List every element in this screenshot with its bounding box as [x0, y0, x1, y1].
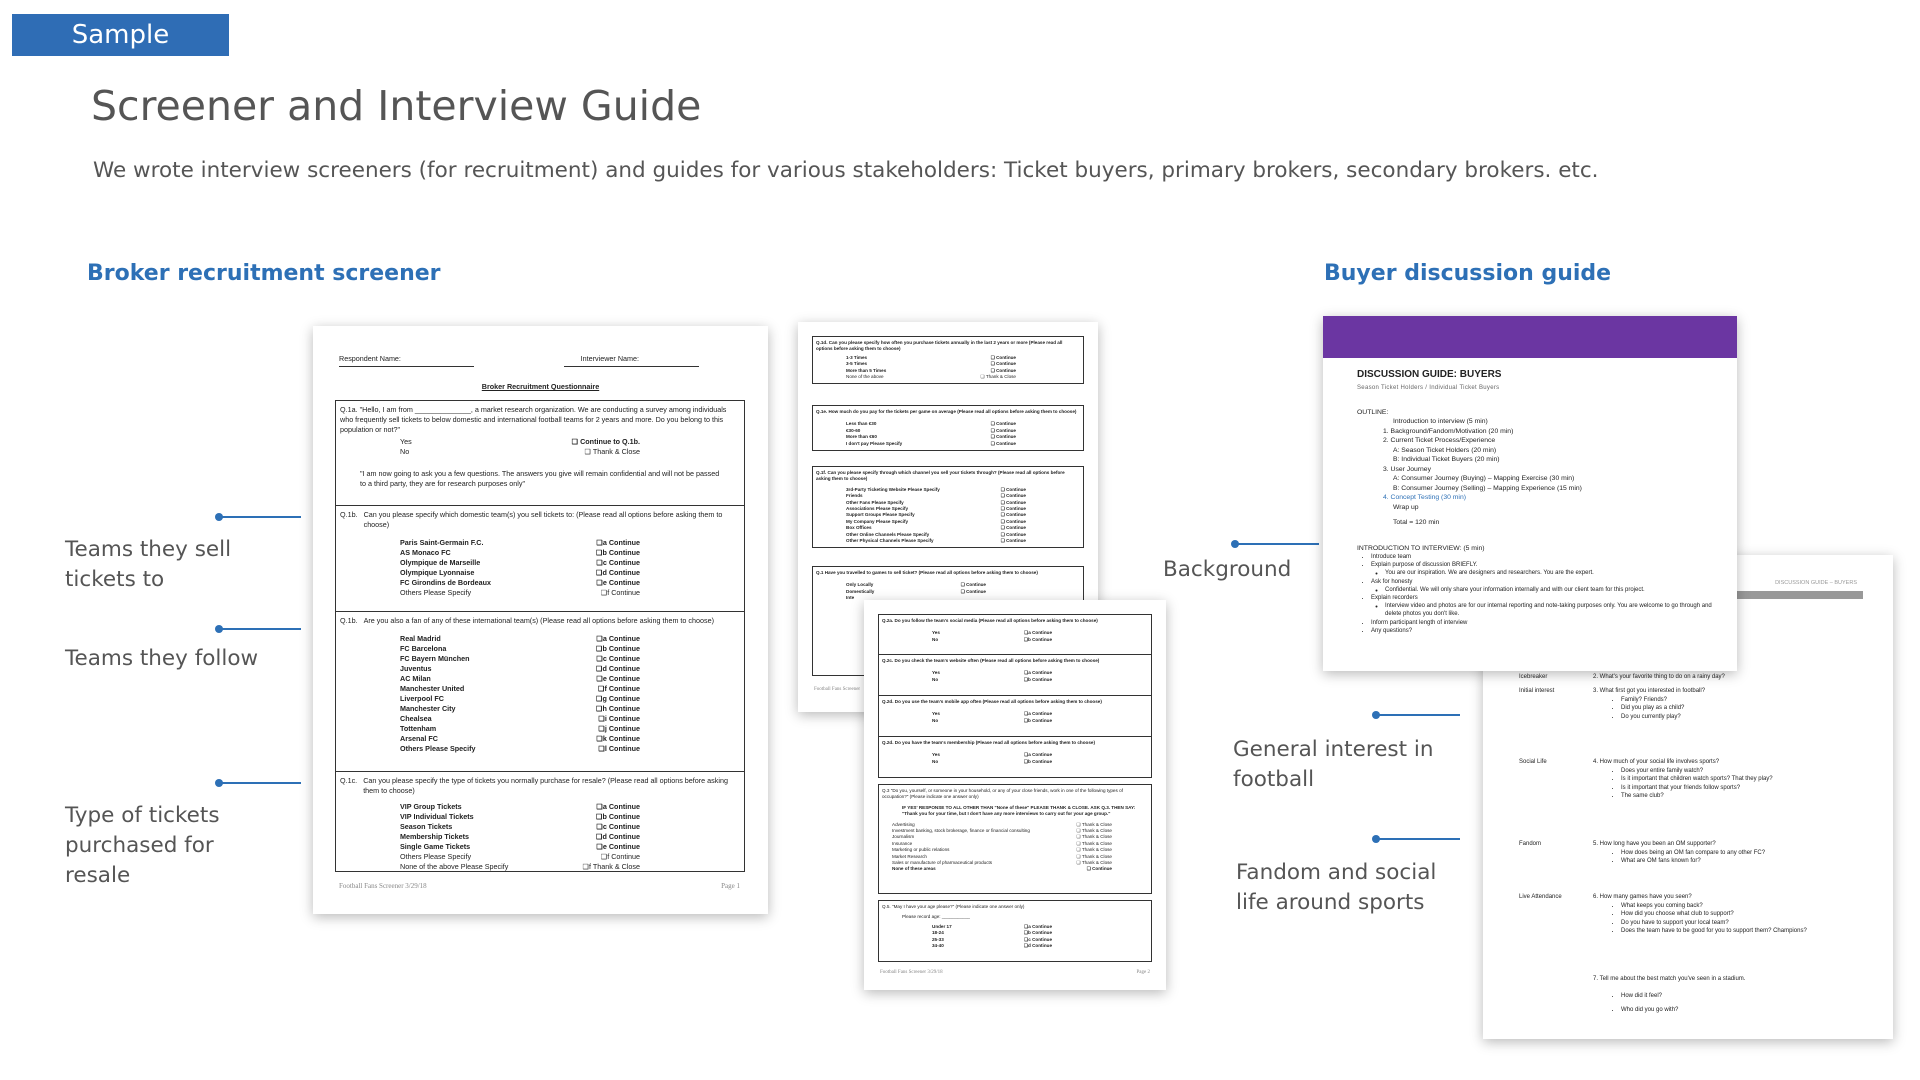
option-label: Liverpool FC	[400, 694, 444, 703]
intro-item: • Explain recorders	[1371, 594, 1721, 602]
guide-label: Social Life	[1519, 759, 1547, 765]
option-label: No	[932, 676, 939, 682]
callout-teams-sell: Teams they sell tickets to	[65, 537, 232, 592]
guide-page-1	[1323, 316, 1737, 671]
q-number: Q.5.	[882, 904, 891, 909]
option-label: 3rd-Party Ticketing Website Please Specify	[846, 486, 940, 492]
option-action: ❑k Continue	[596, 734, 640, 743]
option-label: Yes	[400, 437, 412, 446]
option-label: Real Madrid	[400, 634, 441, 643]
option-action: ❑j Continue	[598, 724, 640, 733]
guide-subquestion: • Is it important that children watch sports? That they play?	[1621, 775, 1773, 784]
option-label: Others Please Specify	[400, 744, 476, 753]
option-label: Arsenal FC	[400, 734, 438, 743]
intro-label: INTRODUCTION TO INTERVIEW: (5 min)	[1357, 545, 1485, 552]
option-action: ❑a Continue	[596, 634, 640, 643]
option-label: None of the above Please Specify	[400, 862, 509, 871]
outline-item: B: Individual Ticket Buyers (20 min)	[1393, 456, 1500, 463]
q-number: Q.1e.	[816, 409, 828, 414]
option-action: ❑b Continue	[596, 548, 640, 557]
respondent-row	[339, 354, 749, 367]
q-text: Do you follow the team's social media (Please read all options before asking them to choose)	[894, 618, 1098, 623]
guide-subquestion: • Is it important that your friends follow sports?	[1621, 784, 1773, 793]
q-text: Do you check the team's website often (Please read all options before asking them to choose)	[894, 658, 1100, 663]
option-action: ❑f Continue	[598, 684, 640, 693]
option-label: Marketing or public relations	[892, 847, 950, 853]
guide-label: Initial interest	[1519, 688, 1555, 694]
guide-subquestion: • What keeps you coming back?	[1621, 902, 1807, 911]
q2a-block: Q.2a. Do you follow the team's social media (Please read all options before asking them to choose) Yes ❑a Continue No ❑b Continue	[878, 614, 1152, 655]
page-footer-left: Football Fans Screener	[814, 687, 861, 692]
option-action: ❑f Continue	[600, 588, 640, 597]
outline-item: Introduction to interview (5 min)	[1393, 418, 1488, 425]
option-label: FC Barcelona	[400, 644, 447, 653]
q-number: Q.1b.	[340, 510, 358, 519]
q5-block: Q.5. "May I have your age please?" (Please indicate one answer only) Please record age: ___________ Under 17 ❑a Continue 18-24 ❑b Continue 25-33 ❑c Continue 34-40 ❑d Continue	[878, 900, 1152, 962]
option-action: ❑c Continue	[596, 654, 640, 663]
q2d-block: Q.2d. Do you use the team's mobile app often (Please read all options before asking them to choose) Yes ❑a Continue No ❑b Continue	[878, 696, 1152, 737]
q-number: Q.1d.	[816, 340, 828, 345]
guide-question-block	[1593, 840, 1765, 866]
screener-page-3	[864, 600, 1166, 990]
guide-subquestion: • Does the team have to be good for you to support them? Champions?	[1621, 927, 1807, 936]
q-note: IF YES' RESPONSE TO ALL OTHER THAN "None of these" PLEASE THANK & CLOSE. ASK Q.3. THEN SAY: "Thank you for your time, but I don't have any more interviews to carry out for your age group."	[902, 804, 1136, 817]
guide-subquestion: • Who did you go with?	[1621, 1006, 1745, 1015]
q1b-block	[335, 506, 745, 612]
option-action: ❑g Continue	[596, 694, 640, 703]
guide-question: 2. What's your favorite thing to do on a rainy day?	[1593, 674, 1725, 680]
option-action: ❑b Continue	[596, 644, 640, 653]
option-label: Other Online Channels Please Specify	[846, 531, 930, 537]
callout-line	[1376, 838, 1460, 840]
q-text: "May I have your age please?" (Please indicate one answer only)	[891, 904, 1025, 909]
q-text: Can you please specify how often you purchase tickets annually in the last 2 years or more (Please read all options before asking them to choose)	[816, 340, 1063, 352]
option-label: Market Research	[892, 853, 927, 859]
guide-question-block	[1593, 975, 1745, 1015]
option-action: ❑l Continue	[598, 744, 640, 753]
option-label: Manchester City	[400, 704, 456, 713]
option-label: Manchester United	[400, 684, 465, 693]
option-label: Tottenham	[400, 724, 437, 733]
guide-label: Icebreaker	[1519, 674, 1548, 680]
outline-item: A: Consumer Journey (Buying) – Mapping Exercise (30 min)	[1393, 475, 1575, 482]
option-label: €30-60	[846, 427, 861, 433]
option-action: ❑e Continue	[596, 842, 640, 851]
option-label: Olympique de Marseille	[400, 558, 481, 567]
guide-subquestion: • Family? Friends?	[1621, 696, 1705, 705]
callout-line	[219, 628, 301, 630]
intro-item: • Any questions?	[1371, 627, 1721, 635]
option-label: 34-40	[932, 943, 944, 949]
guide-subquestion: • How did you choose what club to support?	[1621, 910, 1807, 919]
option-label: Others Please Specify	[400, 852, 472, 861]
option-action: ❑a Continue	[596, 538, 640, 547]
q-record: Please record age: ___________	[902, 914, 970, 920]
option-label: No	[400, 447, 410, 456]
option-label: Paris Saint-Germain F.C.	[400, 538, 484, 547]
option-label: Olympique Lyonnaise	[400, 568, 475, 577]
option-label: Less than €30	[846, 421, 877, 427]
q-number: Q.1	[816, 570, 824, 575]
option-action: ❑f Thank & Close	[582, 862, 640, 871]
q-text: Do you have the team's membership (Please read all options before asking them to choose)	[894, 740, 1095, 745]
outline-item: 3. User Journey	[1383, 465, 1431, 473]
option-action: ❑c Continue	[596, 822, 640, 831]
page-footer-right: Page 2	[1136, 970, 1150, 975]
option-label: Box Offices	[846, 525, 872, 531]
screener-page-1	[313, 326, 768, 914]
intro-item: ◦ You are our inspiration. We are designers and researchers. You are the expert.	[1385, 569, 1721, 577]
outline-list	[1383, 417, 1582, 512]
option-action: ❑ Continue to Q.1b.	[571, 437, 640, 446]
guide-question: 6. How many games have you seen?	[1593, 894, 1692, 900]
q1c-block	[335, 772, 745, 872]
q1g-block: Q.1 Have you travelled to games to sell ticket? (Please read all options before asking them to choose) Only Locally ❑ Continue Domestically ❑ Continue Inte	[812, 566, 1084, 676]
option-label: Under 17	[932, 923, 952, 929]
option-label: Single Game Tickets	[400, 842, 471, 851]
q-text: "Do you, yourself, or someone in your household, or any of your close friends, work in one of the following types of occupation?" (Please indicate one answer only)	[882, 788, 1123, 800]
option-label: FC Girondins de Bordeaux	[400, 578, 492, 587]
option-label: 25-33	[932, 936, 944, 942]
option-label: Others Please Specify	[400, 588, 472, 597]
guide-question-block	[1593, 893, 1807, 936]
option-action: ❑h Continue	[596, 704, 640, 713]
callout-general-interest: General interest in football	[1233, 737, 1434, 792]
option-label: None of these areas	[892, 866, 936, 872]
outline-item: 1. Background/Fandom/Motivation (20 min)	[1383, 427, 1514, 435]
intro-item: • Explain purpose of discussion BRIEFLY.	[1371, 561, 1721, 569]
q3-block	[878, 784, 1152, 894]
guide-title: DISCUSSION GUIDE: BUYERS	[1357, 369, 1502, 380]
guide-subtitle: Season Ticket Holders / Individual Ticket Buyers	[1357, 385, 1500, 391]
option-action: ❑ Thank & Close	[584, 447, 640, 456]
guide-subquestion: • Do you have to support your local team?	[1621, 919, 1807, 928]
option-label: 18-24	[932, 930, 944, 936]
option-label: Domestically	[846, 588, 875, 594]
option-label: AC Milan	[400, 674, 431, 683]
callout-line	[1376, 714, 1460, 716]
guide-question: 7. Tell me about the best match you've seen in a stadium.	[1593, 976, 1746, 982]
callout-line	[219, 516, 301, 518]
option-label: Inte	[846, 595, 855, 601]
page-footer-left: Football Fans Screener 3/29/18	[339, 882, 427, 890]
option-label: AS Monaco FC	[400, 548, 451, 557]
option-label: Friends	[846, 493, 863, 499]
option-action: ❑d Continue	[596, 568, 640, 577]
option-label: Associations Please Specify	[846, 506, 909, 512]
outline-item: B: Consumer Journey (Selling) – Mapping Experience (15 min)	[1393, 484, 1582, 492]
option-label: No	[932, 758, 939, 764]
q1f-block: Q.1f. Can you please specify through which channel you sell your tickets through? (Please read all options before asking them to choose) 3rd-Party Ticketing Website Please Specify ❑ Continue Friends ❑ Continue Other Fans Please Specify ❑ Continue Associations Please Specify ❑ Continue Support Groups Please Specify ❑ Continue My Company Please Specify ❑ Continue Box Offices ❑ Continue Other Online Channels Please Specify ❑ Continue Other Physical Channels Please Specify ❑ Continue	[812, 466, 1084, 548]
option-label: Insurance	[892, 840, 913, 846]
q1b2-options	[400, 634, 640, 754]
option-label: Membership Tickets	[400, 832, 469, 841]
q3-options: Advertising ❑ Thank & Close Investment banking, stock brokerage, finance or financial consulting ❑ Thank & Close Journalism ❑ Thank & Close Insurance ❑ Thank & Close Marketing or public relations ❑ Thank & Close Market Research ❑ Thank & Close Sales or manufacture of pharmaceutical products ❑ Thank & Close None of these areas ❑ Continue	[892, 821, 1112, 872]
option-label: Only Locally	[846, 582, 874, 588]
option-action: ❑f Continue	[600, 852, 640, 861]
guide-label: Live Attendance	[1519, 894, 1562, 900]
option-label: My Company Please Specify	[846, 518, 909, 524]
broker-screener-heading: Broker recruitment screener	[87, 261, 441, 286]
guide-question: 3. What first got you interested in football?	[1593, 688, 1706, 694]
guide-subquestion: • How does being an OM fan compare to any other FC?	[1621, 849, 1765, 858]
option-label: Yes	[932, 630, 940, 636]
intro-item: ◦ Confidential. We will only share your information internally and with our client team for this project.	[1385, 586, 1721, 594]
option-label: VIP Group Tickets	[400, 802, 462, 811]
q-number: Q.2d.	[882, 740, 894, 745]
guide-question-block	[1593, 758, 1773, 801]
q1d-block: Q.1d. Can you please specify how often you purchase tickets annually in the last 2 years or more (Please read all options before asking them to choose) 1-3 Times ❑ Continue 3-5 Times ❑ Continue More than 5 Times ❑ Continue None of the above ❑ Thank & Close	[812, 336, 1084, 384]
q-text: Can you please specify through which channel you sell your tickets through? (Please read all options before asking them to choose)	[816, 470, 1065, 482]
outline-item: Wrap up	[1393, 503, 1419, 511]
callout-ticket-types: Type of tickets purchased for resale	[65, 803, 220, 888]
q-number: Q.3	[882, 788, 890, 793]
option-action: ❑d Continue	[596, 664, 640, 673]
intro-item: • Inform participant length of interview	[1371, 619, 1721, 627]
guide-subquestion: • How did it feel?	[1621, 992, 1745, 1001]
q1b2-block	[335, 612, 745, 772]
option-action: ❑e Continue	[596, 578, 640, 587]
q-number: Q.2c.	[882, 658, 894, 663]
option-label: Advertising	[892, 821, 915, 827]
option-label: More than 5 Times	[846, 367, 887, 373]
option-label: Yes	[932, 752, 940, 758]
guide-question: 5. How long have you been an OM supporter?	[1593, 841, 1716, 847]
q-number: Q.1b.	[340, 616, 358, 625]
option-action: ❑d Continue	[596, 832, 640, 841]
q-text: "Hello, I am from ______________, a market research organization. We are conducting a survey among individuals who frequently sell tickets to below domestic and international football teams for 2 years and more. Do you belong to this population or not?"	[340, 405, 727, 434]
outline-item: 4. Concept Testing (30 min)	[1383, 494, 1466, 501]
guide-subquestion: • The same club?	[1621, 792, 1773, 801]
callout-fandom-social: Fandom and social life around sports	[1236, 860, 1437, 915]
guide-label: Fandom	[1519, 841, 1542, 847]
option-label: Yes	[932, 670, 940, 676]
option-label: None of the above	[846, 374, 884, 380]
guide-subquestion: • Does your entire family watch?	[1621, 767, 1773, 776]
intro-item: • Introduce team	[1371, 553, 1721, 561]
guide-subquestion: • What are OM fans known for?	[1621, 857, 1765, 866]
option-label: Other Physical Channels Please Specify	[846, 538, 934, 544]
q-text: Are you also a fan of any of these international team(s) (Please read all options before asking them to choose)	[363, 616, 714, 625]
option-label: Chealsea	[400, 714, 432, 723]
guide-header-band	[1323, 316, 1737, 358]
option-label: No	[932, 717, 939, 723]
guide-question: 4. How much of your social life involves sports?	[1593, 759, 1720, 765]
option-label: Season Tickets	[400, 822, 453, 831]
guide-question-block	[1593, 687, 1705, 721]
option-label: VIP Individual Tickets	[400, 812, 474, 821]
q1c-options	[400, 802, 640, 872]
interviewer-label: Interviewer Name:	[580, 354, 639, 363]
sample-badge: Sample	[12, 14, 229, 56]
outline-label: OUTLINE:	[1357, 409, 1389, 416]
q-note: "I am now going to ask you a few questions. The answers you give will remain confidential and will not be passed to a third party, they are for research purposes only"	[360, 469, 720, 488]
option-label: Juventus	[400, 664, 432, 673]
q1b-options	[400, 538, 640, 598]
respondent-label: Respondent Name:	[339, 354, 401, 363]
option-label: Other Fans Please Specify	[846, 499, 904, 505]
q-number: Q.2d.	[882, 699, 894, 704]
option-label: 3-5 Times	[846, 361, 868, 367]
option-label: Support Groups Please Specify	[846, 512, 915, 518]
outline-item: 2. Current Ticket Process/Experience	[1383, 437, 1496, 444]
guide-header: DISCUSSION GUIDE – BUYERS	[1775, 580, 1857, 586]
outline-item: A: Season Ticket Holders (20 min)	[1393, 446, 1497, 454]
buyer-guide-heading: Buyer discussion guide	[1324, 261, 1612, 286]
option-label: Yes	[932, 711, 940, 717]
option-label: No	[932, 636, 939, 642]
page-footer-right: Page 1	[721, 882, 740, 890]
callout-teams-follow: Teams they follow	[65, 646, 259, 671]
intro-item: ◦ Interview video and photos are for our internal reporting and note-taking purposes only. You are welcome to go through and delete photos you don't like.	[1385, 602, 1721, 618]
option-action: ❑e Continue	[596, 674, 640, 683]
option-action: ❑i Continue	[598, 714, 640, 723]
q-text: Do you use the team's mobile app often (Please read all options before asking them to choose)	[894, 699, 1102, 704]
option-action: ❑c Continue	[596, 558, 640, 567]
q-text: How much do you pay for the tickets per game on average (Please read all options before asking them to choose)	[828, 409, 1077, 414]
q2e-block: Q.2d. Do you have the team's membership (Please read all options before asking them to choose) Yes ❑a Continue No ❑b Continue	[878, 737, 1152, 778]
option-action: ❑b Continue	[596, 812, 640, 821]
option-label: 1-3 Times	[846, 354, 868, 360]
option-label: I don't pay Please Specify	[846, 440, 903, 446]
option-label: More than €60	[846, 434, 877, 440]
q-number: Q.1f.	[816, 470, 827, 475]
outline-total: Total = 120 min	[1393, 519, 1440, 526]
q-text: Can you please specify which domestic team(s) you sell tickets to: (Please read all options before asking them to choose)	[363, 510, 723, 529]
intro-list	[1357, 553, 1721, 635]
q1a-block	[335, 400, 745, 506]
q2c-block: Q.2c. Do you check the team's website often (Please read all options before asking them to choose) Yes ❑a Continue No ❑b Continue	[878, 655, 1152, 696]
page-subtitle: We wrote interview screeners (for recruitment) and guides for various stakeholders: Ticket buyers, primary brokers, secondary brokers. etc.	[93, 158, 1599, 183]
q-number: Q.2a.	[882, 618, 894, 623]
option-label: FC Bayern München	[400, 654, 470, 663]
guide-subquestion: • Do you currently play?	[1621, 713, 1705, 722]
option-label: Sales or manufacture of pharmaceutical products	[892, 860, 993, 866]
callout-background: Background	[1163, 557, 1292, 582]
callout-line	[219, 782, 301, 784]
page-footer-left: Football Fans Screener 3/29/18	[880, 970, 943, 975]
q-number: Q.1c.	[340, 776, 358, 785]
questionnaire-title: Broker Recruitment Questionnaire	[481, 382, 600, 391]
option-label: Investment banking, stock brokerage, finance or financial consulting	[892, 828, 1030, 834]
callout-line	[1235, 543, 1319, 545]
page-title: Screener and Interview Guide	[91, 82, 702, 130]
q-text: Can you please specify the type of tickets you normally purchase for resale? (Please read all options before asking them to choose)	[363, 776, 728, 795]
guide-subquestion: • Did you play as a child?	[1621, 704, 1705, 713]
q-number: Q.1a.	[340, 405, 358, 414]
option-action: ❑a Continue	[596, 802, 640, 811]
q1e-block: Q.1e. How much do you pay for the tickets per game on average (Please read all options before asking them to choose) Less than €30 ❑ Continue €30-60 ❑ Continue More than €60 ❑ Continue I don't pay Please Specify ❑ Continue	[812, 405, 1084, 451]
q-text: Have you travelled to games to sell ticket? (Please read all options before asking them to choose)	[824, 570, 1038, 575]
intro-item: • Ask for honesty	[1371, 578, 1721, 586]
option-label: Journalism	[892, 834, 915, 840]
